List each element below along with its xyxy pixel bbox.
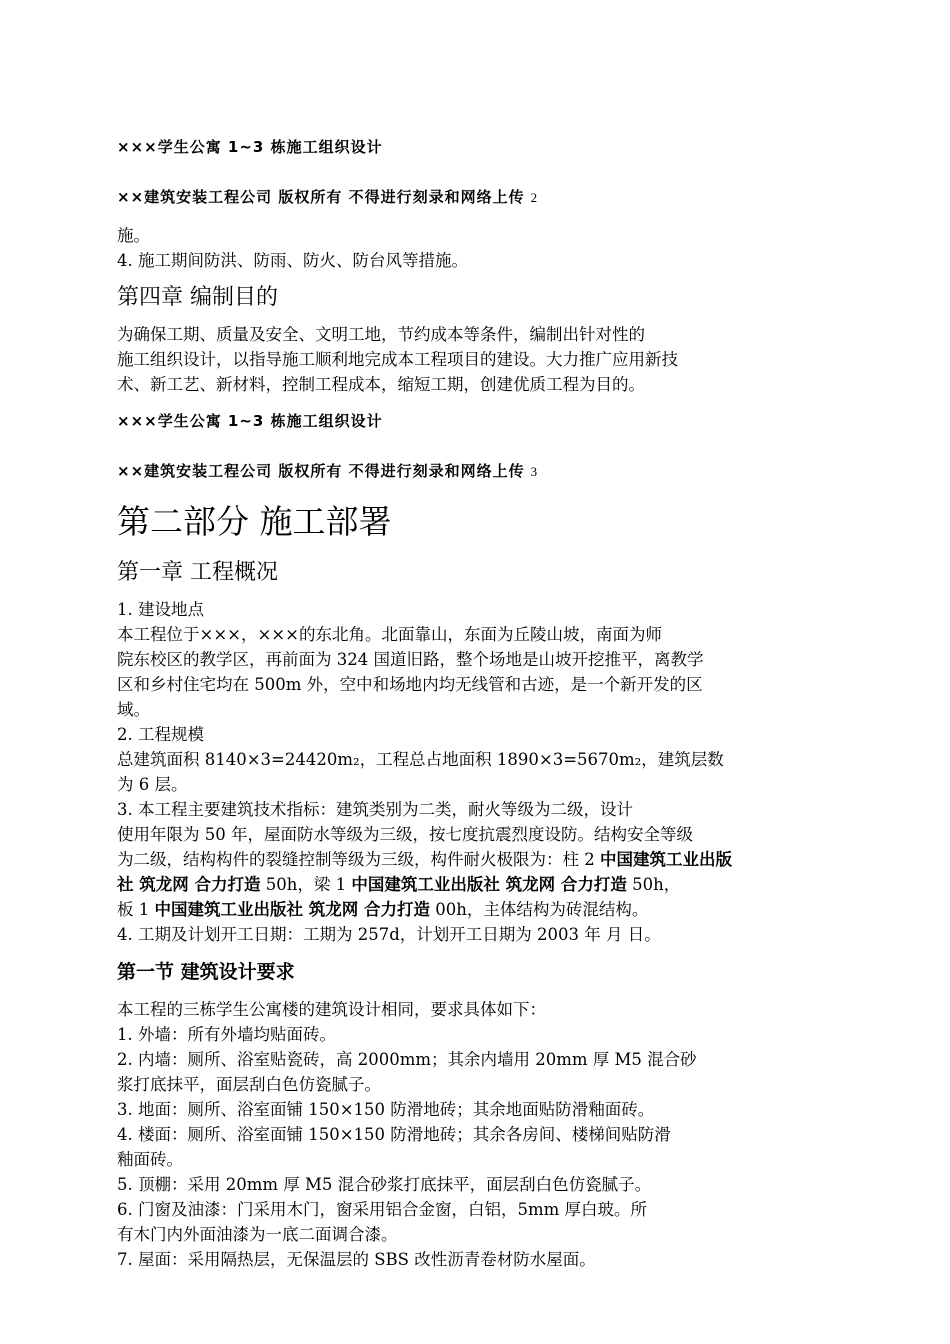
publisher-watermark: 中国建筑工业出版 [600, 850, 732, 869]
list-item: 3. 地面：厕所、浴室面铺 150×150 防滑地砖；其余地面贴防滑釉面砖。 [117, 1100, 655, 1119]
paragraph-line [117, 871, 680, 895]
publisher-watermark: 中国建筑工业出版社 筑龙网 合力打造 [351, 875, 627, 894]
publisher-watermark: 中国建筑工业出版社 筑龙网 合力打造 [154, 900, 430, 919]
paragraph-line: 有木门内外面油漆为一底二面调合漆。 [117, 1225, 398, 1244]
paragraph-line: 术、新工艺、新材料，控制工程成本，缩短工期，创建优质工程为目的。 [117, 375, 645, 394]
list-item-heading: 2. 工程规模 [117, 725, 204, 744]
running-header-title: ×××学生公寓 1~3 栋施工组织设计 [117, 412, 383, 430]
list-item: 1. 外墙：所有外墙均贴面砖。 [117, 1025, 336, 1044]
paragraph-line [117, 846, 732, 870]
list-item: 4. 楼面：厕所、浴室面铺 150×150 防滑地砖；其余各房间、楼梯间贴防滑 [117, 1125, 671, 1144]
paragraph-line: 4. 施工期间防洪、防雨、防火、防台风等措施。 [117, 251, 468, 270]
paragraph-line: 为确保工期、质量及安全、文明工地，节约成本等条件，编制出针对性的 [117, 325, 645, 344]
paragraph-line: 施。 [117, 226, 150, 245]
copyright-text: ××建筑安装工程公司 版权所有 不得进行刻录和网络上传 [117, 462, 525, 480]
chapter-heading: 第一章 工程概况 [117, 560, 278, 585]
text-run: 50h，梁 1 [260, 875, 352, 894]
list-item: 5. 顶棚：采用 20mm 厚 M5 混合砂浆打底抹平，面层刮白色仿瓷腻子。 [117, 1175, 652, 1194]
paragraph-line: 本工程位于×××，×××的东北角。北面靠山，东面为丘陵山坡，南面为师 [117, 625, 662, 644]
paragraph-line [117, 896, 648, 920]
list-item-heading: 4. 工期及计划开工日期：工期为 257d，计划开工日期为 2003 年 月 日。 [117, 925, 661, 944]
page-number: 3 [530, 464, 538, 479]
chapter-heading: 第四章 编制目的 [117, 285, 278, 310]
paragraph-line: 本工程的三栋学生公寓楼的建筑设计相同，要求具体如下： [117, 1000, 546, 1019]
paragraph-line: 使用年限为 50 年，屋面防水等级为三级，按七度抗震烈度设防。结构安全等级 [117, 825, 693, 844]
running-header-copyright [117, 186, 537, 207]
page-number: 2 [530, 190, 538, 205]
paragraph-line: 施工组织设计，以指导施工顺利地完成本工程项目的建设。大力推广应用新技 [117, 350, 678, 369]
paragraph-line: 浆打底抹平，面层刮白色仿瓷腻子。 [117, 1075, 381, 1094]
paragraph-line: 为 6 层。 [117, 775, 188, 794]
list-item-heading: 1. 建设地点 [117, 600, 204, 619]
list-item-heading: 3. 本工程主要建筑技术指标：建筑类别为二类，耐火等级为二级，设计 [117, 800, 633, 819]
text-run: 为二级，结构构件的裂缝控制等级为三级，构件耐火极限为：柱 2 [117, 850, 600, 869]
paragraph-line: 区和乡村住宅均在 500m 外，空中和场地内均无线管和古迹，是一个新开发的区 [117, 675, 703, 694]
list-item: 7. 屋面：采用隔热层，无保温层的 SBS 改性沥青卷材防水屋面。 [117, 1250, 596, 1269]
copyright-text: ××建筑安装工程公司 版权所有 不得进行刻录和网络上传 [117, 188, 525, 206]
section-heading: 第一节 建筑设计要求 [117, 961, 295, 983]
paragraph-line: 域。 [117, 700, 150, 719]
text-run: 00h，主体结构为砖混结构。 [430, 900, 649, 919]
paragraph-line: 总建筑面积 8140×3=24420m₂，工程总占地面积 1890×3=5670m₂，建筑层数 [117, 750, 724, 769]
running-header-copyright [117, 460, 537, 481]
text-run: 板 1 [117, 900, 155, 919]
list-item: 2. 内墙：厕所、浴室贴瓷砖，高 2000mm；其余内墙用 20mm 厚 M5 混合砂 [117, 1050, 697, 1069]
text-run: 50h， [626, 875, 681, 894]
running-header-title: ×××学生公寓 1~3 栋施工组织设计 [117, 138, 383, 156]
publisher-watermark: 社 筑龙网 合力打造 [117, 875, 261, 894]
list-item: 6. 门窗及油漆：门采用木门，窗采用铝合金窗，白铝，5mm 厚白玻。所 [117, 1200, 648, 1219]
part-heading: 第二部分 施工部署 [117, 502, 392, 541]
paragraph-line: 釉面砖。 [117, 1150, 183, 1169]
paragraph-line: 院东校区的教学区，再前面为 324 国道旧路，整个场地是山坡开挖推平，离教学 [117, 650, 704, 669]
